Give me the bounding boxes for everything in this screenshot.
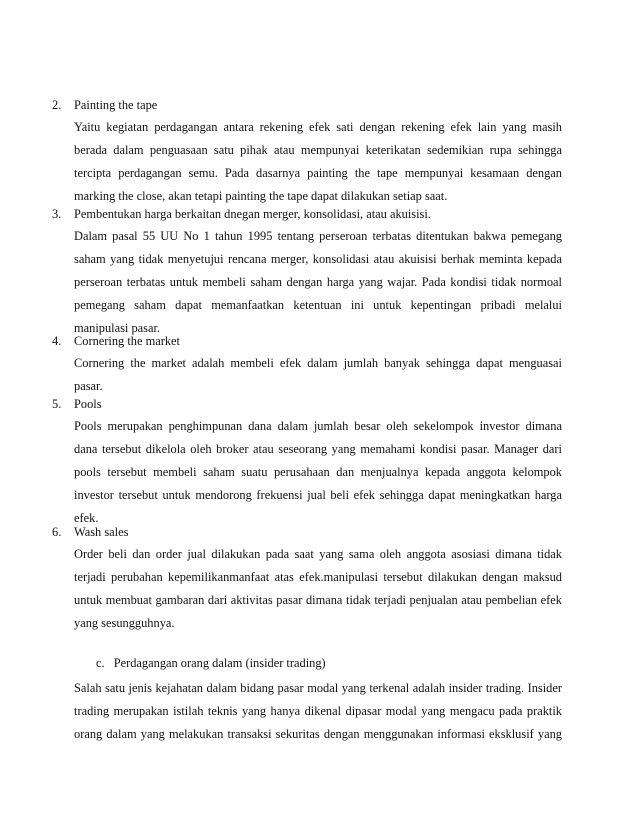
paragraph-line: Cornering the market adalah membeli efek dalam jumlah banyak sehingga dapat menguasai — [74, 356, 562, 370]
paragraph-cornering-the-market — [74, 352, 562, 398]
paragraph-pools — [74, 415, 562, 530]
subsection-title: Perdagangan orang dalam (insider trading) — [113, 656, 326, 670]
paragraph-line: pasar. — [74, 379, 103, 393]
subsection-label: c. — [96, 656, 105, 670]
paragraph-line: Salah satu jenis kejahatan dalam bidang pasar modal yang terkenal adalah insider trading. Insider — [74, 681, 562, 695]
paragraph-line: marking the close, akan tetapi painting the tape dapat dilakukan setiap saat. — [74, 189, 448, 203]
paragraph-line: terjadi perubahan kepemilikanmanfaat atas efek.manipulasi tersebut dilakukan dengan maksud — [74, 570, 562, 584]
list-title: Wash sales — [74, 525, 129, 539]
subsection-heading — [96, 656, 326, 671]
paragraph-line: saham yang tidak menyetujui rencana merger, konsolidasi atau akuisisi berhak meminta kepada — [74, 252, 562, 266]
paragraph-insider-trading — [74, 677, 562, 746]
list-number: 5. — [52, 397, 62, 411]
paragraph-line: Order beli dan order jual dilakukan pada saat yang sama oleh anggota asosiasi dimana tidak — [74, 547, 562, 561]
paragraph-line: untuk membuat gambaran dari aktivitas pasar dimana tidak terjadi penjualan atau pembelian efek — [74, 593, 562, 607]
paragraph-line: trading merupakan istilah teknis yang hanya dikenal dipasar modal yang mengacu pada praktik — [74, 704, 562, 718]
paragraph-merger-pricing — [74, 225, 562, 340]
list-title: Pembentukan harga berkaitan dnegan merger, konsolidasi, atau akuisisi. — [74, 207, 431, 221]
paragraph-line: Yaitu kegiatan perdagangan antara rekening efek sati dengan rekening efek lain yang masih — [74, 120, 562, 134]
paragraph-line: Pools merupakan penghimpunan dana dalam jumlah besar oleh sekelompok investor dimana — [74, 419, 562, 433]
paragraph-line: perseroan terbatas untuk membeli saham dengan harga yang wajar. Pada kondisi tidak normoal — [74, 275, 562, 289]
list-number: 3. — [52, 207, 62, 221]
list-title: Painting the tape — [74, 98, 158, 112]
paragraph-line: efek. — [74, 511, 99, 525]
paragraph-line: dana tersebut dikelola oleh broker atau seseorang yang memahami kondisi pasar. Manager dari — [74, 442, 562, 456]
paragraph-line: manipulasi pasar. — [74, 321, 161, 335]
paragraph-line: tercipta perdagangan semu. Pada dasarnya painting the tape mempunyai kesamaan dengan — [74, 166, 562, 180]
paragraph-line: berada dalam penguasaan satu pihak atau mempunyai keterikatan sedemikian rupa sehingga — [74, 143, 562, 157]
list-title: Pools — [74, 397, 102, 411]
paragraph-line: investor tersebut untuk mendorong frekuensi jual beli efek sehingga dapat meningkatkan harga — [74, 488, 562, 502]
list-number: 2. — [52, 98, 62, 112]
paragraph-painting-the-tape — [74, 116, 562, 208]
paragraph-wash-sales — [74, 543, 562, 635]
paragraph-line: pools tersebut membeli saham suatu perusahaan dan menjualnya kepada anggota kelompok — [74, 465, 562, 479]
list-title: Cornering the market — [74, 334, 180, 348]
list-number: 6. — [52, 525, 62, 539]
paragraph-line: yang sesungguhnya. — [74, 616, 175, 630]
paragraph-line: orang dalam yang melakukan transaksi sekuritas dengan menggunakan informasi eksklusif yang — [74, 727, 562, 741]
paragraph-line: Dalam pasal 55 UU No 1 tahun 1995 tentang perseroan terbatas ditentukan bakwa pemegang — [74, 229, 562, 243]
paragraph-line: pemegang saham dapat memanfaatkan ketentuan ini untuk kepentingan pribadi melalui — [74, 298, 562, 312]
list-number: 4. — [52, 334, 62, 348]
